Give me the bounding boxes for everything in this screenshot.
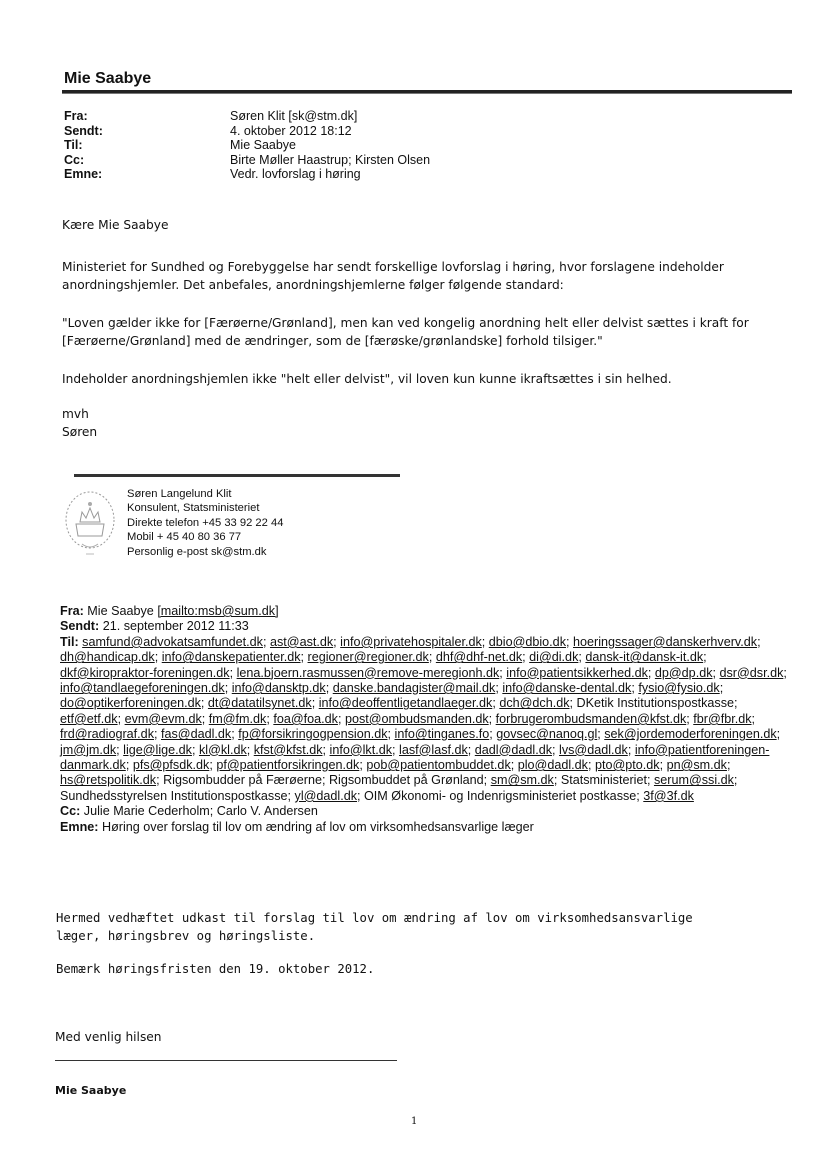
- fwd-to-row: [60, 635, 790, 804]
- recipient-separator: ;: [224, 681, 232, 696]
- recipient-email-link[interactable]: info@deoffentligetandlaeger.dk: [318, 696, 493, 711]
- recipient-separator: ;: [125, 758, 133, 773]
- fwd-from-name: Mie Saabye: [87, 604, 154, 618]
- recipient-separator: ;: [522, 650, 530, 665]
- body-paragraph-2: "Loven gælder ikke for [Færøerne/Grønland], men kan ved kongelig anordning helt eller delvist sættes i kraft for [Færøerne/Grønland] med de ændringer, som de [færøske/grønlandske] forhold tilsiger.": [62, 316, 749, 348]
- recipient-separator: ;: [467, 742, 475, 757]
- recipient-email-link[interactable]: pf@patientforsikringen.dk: [216, 758, 360, 773]
- recipient-separator: ;: [757, 634, 761, 649]
- recipient-email-link[interactable]: lige@lige.dk: [123, 742, 192, 757]
- recipient-separator: ;: [154, 650, 162, 665]
- recipient-separator: ;: [481, 634, 489, 649]
- recipient-separator: ;: [686, 711, 694, 726]
- recipient-separator: ;: [751, 711, 756, 726]
- fwd-from-label: Fra:: [60, 604, 84, 618]
- recipient-separator: ;: [337, 711, 345, 726]
- recipient-list: [60, 635, 787, 803]
- recipient-email-link[interactable]: fbr@fbr.dk: [693, 711, 752, 726]
- recipient-email-link[interactable]: dhf@dhf-net.dk: [435, 650, 523, 665]
- header-row-subject: [64, 167, 430, 182]
- recipient-separator: ;: [489, 727, 497, 742]
- recipient-separator: ;: [647, 665, 655, 680]
- state-seal-icon: [60, 484, 122, 564]
- fwd-to-label: Til:: [60, 634, 79, 649]
- signature-name: Søren Langelund Klit: [127, 488, 232, 500]
- fwd-sent-row: [60, 619, 790, 634]
- body-paragraph-3: Indeholder anordningshjemlen ikke "helt eller delvist", vil loven kun kunne ikraftsættes i sin helhed.: [62, 372, 672, 386]
- recipient-email-link[interactable]: govsec@nanoq.gl: [496, 727, 598, 742]
- recipient-email-link[interactable]: hs@retspolitik.dk: [60, 773, 157, 788]
- closing-greeting: Med venlig hilsen: [55, 1030, 162, 1044]
- recipient-email-link[interactable]: danske.bandagister@mail.dk: [332, 681, 496, 696]
- subject-value: Vedr. lovforslag i høring: [230, 167, 361, 182]
- recipient-separator: ;: [783, 665, 787, 680]
- signature-email: Personlig e-post sk@stm.dk: [127, 545, 267, 558]
- recipient-separator: ;: [510, 758, 518, 773]
- recipient-email-link[interactable]: info@patientforeningen-danmark.dk: [60, 742, 770, 773]
- recipient-separator: ;: [231, 727, 239, 742]
- header-row-cc: [64, 153, 430, 168]
- recipient-separator: ;: [266, 711, 274, 726]
- recipient-separator: ;: [209, 758, 217, 773]
- recipient-email-link[interactable]: foa@foa.dk: [273, 711, 338, 726]
- recipient-separator: ;: [597, 727, 605, 742]
- recipient-separator: ;: [229, 665, 237, 680]
- cc-value: Birte Møller Haastrup; Kirsten Olsen: [230, 152, 431, 167]
- recipient-separator: ;: [703, 650, 707, 665]
- recipient-email-link[interactable]: kfst@kfst.dk: [253, 742, 323, 757]
- recipient-email-link[interactable]: fp@forsikringogpension.dk: [238, 727, 388, 742]
- recipient-separator: ;: [492, 696, 500, 711]
- recipient-separator: ;: [359, 758, 367, 773]
- recipient-separator: ;: [262, 634, 270, 649]
- to-label: Til:: [64, 138, 83, 153]
- recipient-email-link[interactable]: serum@ssi.dk: [653, 773, 734, 788]
- recipient-email-link[interactable]: frd@radiograf.dk: [60, 727, 154, 742]
- recipient-email-link[interactable]: lvs@dadl.dk: [559, 742, 628, 757]
- recipient-email-link[interactable]: dh@handicap.dk: [60, 650, 155, 665]
- recipient-separator: ;: [587, 758, 595, 773]
- signature-phone: Direkte telefon +45 33 92 22 44: [127, 516, 284, 529]
- fwd-subject-label: Emne:: [60, 819, 99, 834]
- recipient-email-link[interactable]: info@tandlaegeforeningen.dk: [60, 681, 225, 696]
- recipient-email-link[interactable]: fas@dadl.dk: [161, 727, 232, 742]
- recipient-email-link[interactable]: sm@sm.dk: [490, 773, 554, 788]
- recipient-separator: ;: [712, 665, 720, 680]
- sign-off-name: Søren: [62, 425, 98, 439]
- recipient-email-link[interactable]: lena.bjoern.rasmussen@remove-meregionh.dk: [236, 665, 500, 680]
- recipient-separator: ;: [499, 665, 507, 680]
- recipient-email-link[interactable]: yl@dadl.dk: [294, 788, 358, 803]
- recipient-email-link[interactable]: info@danskepatienter.dk: [161, 650, 301, 665]
- recipient-email-link[interactable]: info@dansktp.dk: [231, 681, 326, 696]
- recipient-separator: ;: [552, 742, 560, 757]
- recipient-separator: ;: [154, 727, 161, 742]
- page-number: 1: [411, 1116, 418, 1127]
- sign-off: [62, 405, 97, 441]
- recipient-email-link[interactable]: lasf@lasf.dk: [399, 742, 468, 757]
- recipient-email-link[interactable]: pob@patientombuddet.dk: [366, 758, 511, 773]
- recipient-email-link[interactable]: pto@pto.dk: [594, 758, 660, 773]
- to-value: Mie Saabye: [230, 138, 297, 153]
- header-row-to: [64, 138, 430, 153]
- recipient-separator: ; Sundhedsstyrelsen Institutionspostkasse;: [60, 773, 738, 803]
- recipient-email-link[interactable]: info@tinganes.fo: [394, 727, 490, 742]
- cc-label: Cc:: [64, 152, 85, 167]
- recipient-separator: ;: [333, 634, 341, 649]
- recipient-email-link[interactable]: plo@dadl.dk: [517, 758, 588, 773]
- recipient-email-link[interactable]: dp@dp.dk: [654, 665, 713, 680]
- signature-block: [127, 487, 283, 559]
- recipient-separator: ;: [428, 650, 436, 665]
- header-row-sent: [64, 124, 430, 139]
- from-value: Søren Klit [sk@stm.dk]: [230, 109, 358, 123]
- sender-name: Mie Saabye: [55, 1084, 127, 1097]
- recipient-email-link[interactable]: jm@jm.dk: [60, 742, 117, 757]
- fwd-cc-label: Cc:: [60, 804, 81, 819]
- recipient-separator: ;: [726, 758, 731, 773]
- recipient-separator: ;: [387, 727, 395, 742]
- fwd-subject-row: [60, 820, 790, 835]
- fwd-from-row: [60, 604, 790, 619]
- recipient-separator: ;: [311, 696, 319, 711]
- recipient-separator: ; DKetik Institutionspostkasse;: [569, 696, 738, 711]
- recipient-email-link[interactable]: ast@ast.dk: [269, 634, 334, 649]
- sign-off-line: mvh: [62, 407, 89, 421]
- recipient-email-link[interactable]: kl@kl.dk: [198, 742, 247, 757]
- recipient-separator: ;: [322, 742, 330, 757]
- subject-label: Emne:: [64, 167, 103, 182]
- recipient-separator: ;: [300, 650, 308, 665]
- fwd-sent-value: 21. september 2012 11:33: [102, 619, 249, 634]
- closing-divider: [55, 1060, 397, 1061]
- fwd-cc-value: Julie Marie Cederholm; Carlo V. Andersen: [83, 804, 318, 819]
- recipient-email-link[interactable]: regioner@regioner.dk: [307, 650, 429, 665]
- recipient-separator: ;: [392, 742, 400, 757]
- signature-title: Konsulent, Statsministeriet: [127, 502, 260, 515]
- recipient-email-link[interactable]: fm@fm.dk: [208, 711, 267, 726]
- recipient-separator: ;: [495, 681, 503, 696]
- recipient-email-link[interactable]: fysio@fysio.dk: [638, 681, 720, 696]
- page-title: Mie Saabye: [64, 70, 152, 87]
- signature-mobile: Mobil + 45 40 80 36 77: [127, 531, 242, 544]
- recipient-email-link[interactable]: evm@evm.dk: [124, 711, 202, 726]
- recipient-separator: ;: [566, 634, 573, 649]
- recipient-separator: ;: [117, 711, 125, 726]
- recipient-email-link[interactable]: info@privatehospitaler.dk: [340, 634, 482, 649]
- sent-value: 4. oktober 2012 18:12: [230, 123, 352, 138]
- recipient-separator: ;: [719, 681, 724, 696]
- recipient-email-link[interactable]: hoeringssager@danskerhverv.dk: [573, 634, 758, 649]
- recipient-separator: ; Rigsombudder på Færøerne; Rigsombuddet på Grønland;: [156, 773, 491, 788]
- title-divider: [62, 90, 792, 94]
- recipient-separator: ;: [200, 696, 208, 711]
- fwd-from-mailto-link[interactable]: [mailto:msb@sum.dk]: [157, 604, 279, 618]
- from-label: Fra:: [64, 109, 88, 123]
- recipient-email-link[interactable]: samfund@advokatsamfundet.dk: [82, 634, 263, 649]
- header-row-from: [64, 109, 430, 124]
- recipient-separator: ;: [627, 742, 635, 757]
- recipient-separator: ;: [578, 650, 586, 665]
- recipient-email-link[interactable]: dadl@dadl.dk: [474, 742, 553, 757]
- recipient-email-link[interactable]: info@patientsikkerhed.dk: [506, 665, 648, 680]
- recipient-email-link[interactable]: di@di.dk: [529, 650, 579, 665]
- greeting: Kære Mie Saabye: [62, 218, 169, 232]
- recipient-email-link[interactable]: dbio@dbio.dk: [488, 634, 566, 649]
- recipient-separator: ;: [201, 711, 209, 726]
- recipient-email-link[interactable]: 3f@3f.dk: [643, 788, 694, 803]
- recipient-email-link[interactable]: do@optikerforeningen.dk: [60, 696, 201, 711]
- recipient-separator: ;: [325, 681, 333, 696]
- sent-label: Sendt:: [64, 123, 103, 138]
- fwd-message-paragraph-2: Bemærk høringsfristen den 19. oktober 2012.: [56, 962, 375, 976]
- recipient-email-link[interactable]: pn@sm.dk: [666, 758, 727, 773]
- recipient-email-link[interactable]: etf@etf.dk: [60, 711, 118, 726]
- fwd-cc-row: [60, 804, 790, 819]
- recipient-email-link[interactable]: dsr@dsr.dk: [719, 665, 784, 680]
- recipient-separator: ;: [776, 727, 781, 742]
- email-header: [64, 109, 430, 182]
- recipient-email-link[interactable]: pfs@pfsdk.dk: [132, 758, 210, 773]
- recipient-separator: ;: [659, 758, 667, 773]
- recipient-email-link[interactable]: info@danske-dental.dk: [502, 681, 632, 696]
- recipient-email-link[interactable]: dkf@kiropraktor-foreningen.dk: [60, 665, 230, 680]
- recipient-separator: ;: [246, 742, 254, 757]
- recipient-separator: ;: [631, 681, 639, 696]
- recipient-email-link[interactable]: post@ombudsmanden.dk: [344, 711, 489, 726]
- recipient-email-link[interactable]: forbrugerombudsmanden@kfst.dk: [495, 711, 687, 726]
- recipient-email-link[interactable]: dansk-it@dansk-it.dk: [585, 650, 704, 665]
- body-paragraph-1: Ministeriet for Sundhed og Forebyggelse har sendt forskellige lovforslag i høring, hvor forslagene indeholder anordningshjemler. Det anbefales, anordningshjemlerne følger følgende standard:: [62, 260, 724, 292]
- recipient-email-link[interactable]: sek@jordemoderforeningen.dk: [604, 727, 777, 742]
- signature-divider: [74, 474, 400, 477]
- recipient-separator: ;: [116, 742, 124, 757]
- recipient-separator: ;: [488, 711, 496, 726]
- recipient-separator: ; OIM Økonomi- og Indenrigsministeriet postkasse;: [357, 788, 644, 803]
- forwarded-email-header: [60, 604, 790, 835]
- fwd-message-paragraph-1: Hermed vedhæftet udkast til forslag til lov om ændring af lov om virksomhedsansvarlige læger, høringsbrev og høringsliste.: [56, 911, 693, 943]
- recipient-separator: ;: [191, 742, 199, 757]
- recipient-separator: ; Statsministeriet;: [553, 773, 654, 788]
- recipient-email-link[interactable]: dt@datatilsynet.dk: [207, 696, 312, 711]
- fwd-subject-value: Høring over forslag til lov om ændring af lov om virksomhedsansvarlige læger: [102, 819, 534, 834]
- fwd-sent-label: Sendt:: [60, 619, 100, 634]
- recipient-email-link[interactable]: dch@dch.dk: [499, 696, 570, 711]
- recipient-email-link[interactable]: info@lkt.dk: [329, 742, 393, 757]
